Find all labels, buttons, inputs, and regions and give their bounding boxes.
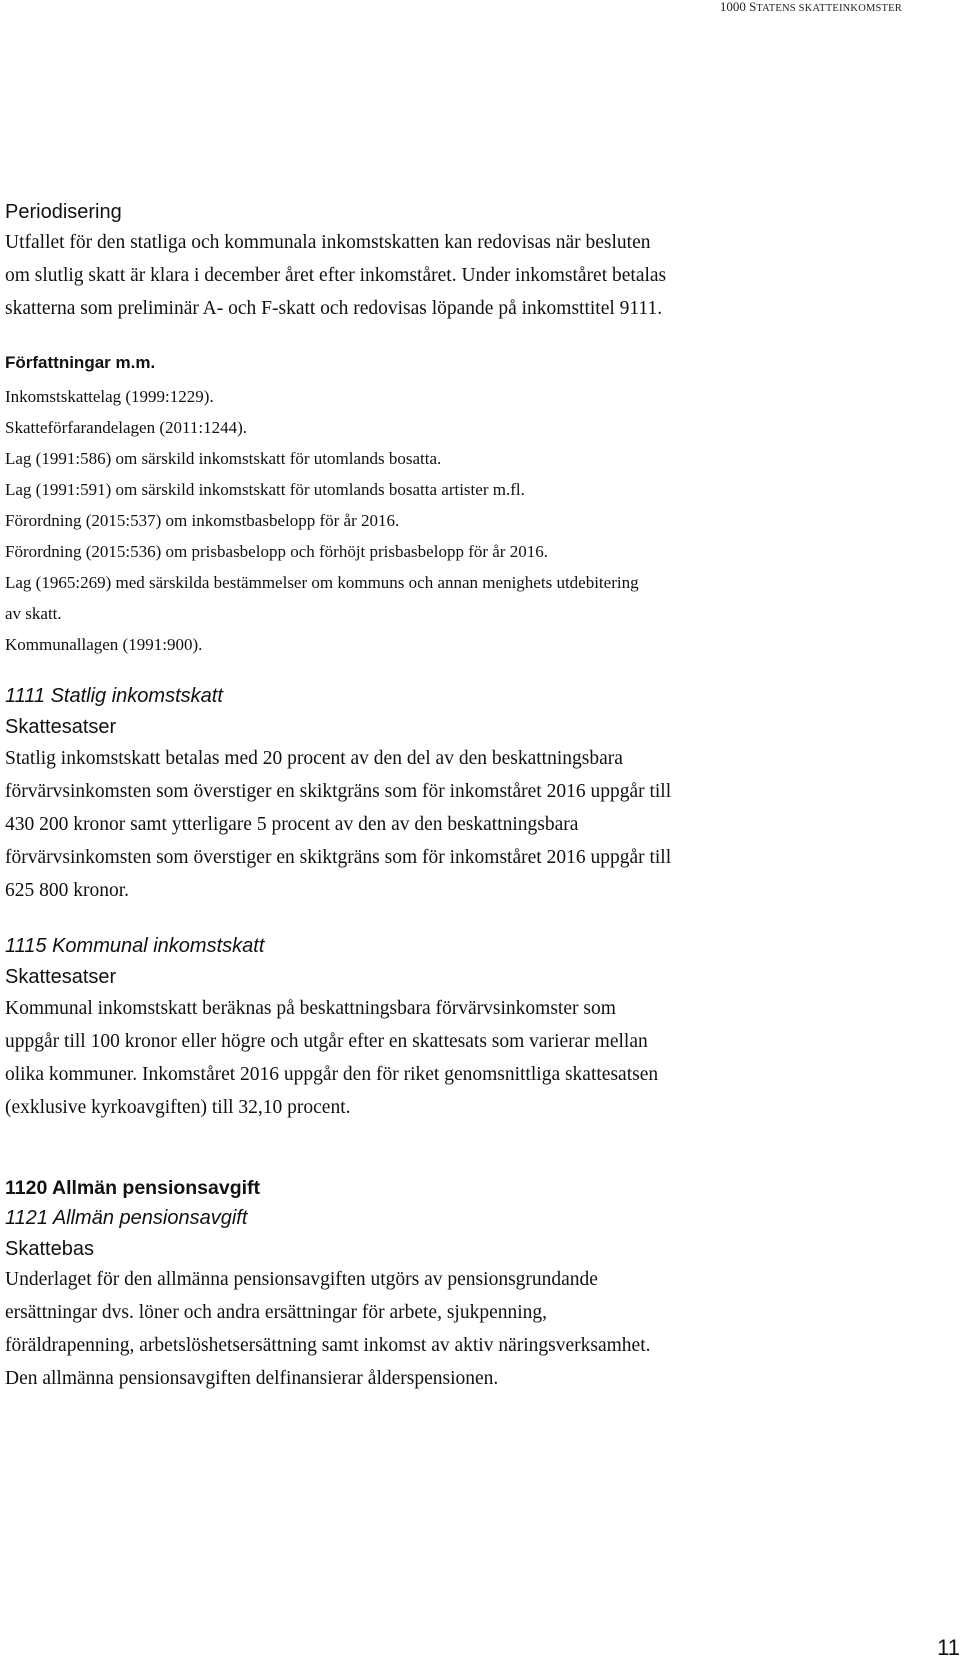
list-forfattningar	[5, 381, 945, 660]
paragraph-1121	[5, 1263, 945, 1395]
text-line: (exklusive kyrkoavgiften) till 32,10 procent.	[5, 1097, 351, 1118]
heading-1121: 1121 Allmän pensionsavgift	[5, 1207, 248, 1229]
text-line: förvärvsinkomsten som överstiger en skiktgräns som för inkomståret 2016 uppgår till	[5, 781, 672, 802]
text-line: Utfallet för den statliga och kommunala inkomstskatten kan redovisas när besluten	[5, 232, 651, 253]
heading-forfattningar: Författningar m.m.	[5, 353, 156, 372]
paragraph-periodisering	[5, 226, 945, 325]
text-line: Kommunal inkomstskatt beräknas på beskattningsbara förvärvsinkomster som	[5, 998, 616, 1019]
text-line: om slutlig skatt är klara i december året efter inkomståret. Under inkomståret betalas	[5, 265, 667, 286]
heading-1111: 1111 Statlig inkomstskatt	[5, 685, 223, 707]
subheading-skattesatser: Skattesatser	[5, 966, 117, 988]
text-line: förvärvsinkomsten som överstiger en skiktgräns som för inkomståret 2016 uppgår till	[5, 847, 672, 868]
text-line: olika kommuner. Inkomståret 2016 uppgår den för riket genomsnittliga skattesatsen	[5, 1064, 659, 1085]
section-1115	[5, 934, 945, 1124]
list-item: av skatt.	[5, 604, 62, 623]
section-1120	[5, 1176, 945, 1395]
text-line: Statlig inkomstskatt betalas med 20 procent av den del av den beskattningsbara	[5, 748, 623, 769]
section-1111	[5, 684, 945, 907]
heading-periodisering: Periodisering	[5, 201, 122, 223]
text-line: Underlaget för den allmänna pensionsavgiften utgörs av pensionsgrundande	[5, 1269, 598, 1290]
paragraph-1111	[5, 742, 945, 907]
list-item: Inkomstskattelag (1999:1229).	[5, 387, 214, 406]
list-item: Förordning (2015:537) om inkomstbasbelopp för år 2016.	[5, 511, 400, 530]
subheading-skattebas: Skattebas	[5, 1238, 94, 1260]
list-item: Kommunallagen (1991:900).	[5, 635, 203, 654]
text-line: föräldrapenning, arbetslöshetsersättning samt inkomst av aktiv näringsverksamhet.	[5, 1335, 651, 1356]
list-item: Lag (1991:586) om särskild inkomstskatt för utomlands bosatta.	[5, 449, 442, 468]
text-line: ersättningar dvs. löner och andra ersättningar för arbete, sjukpenning,	[5, 1302, 548, 1323]
running-header	[720, 0, 902, 16]
text-line: Den allmänna pensionsavgiften delfinansierar ålderspensionen.	[5, 1368, 499, 1389]
list-item: Lag (1991:591) om särskild inkomstskatt för utomlands bosatta artister m.fl.	[5, 480, 525, 499]
heading-1120: 1120 Allmän pensionsavgift	[5, 1177, 261, 1199]
section-forfattningar	[5, 352, 945, 660]
text-line: 430 200 kronor samt ytterligare 5 procent av den av den beskattningsbara	[5, 814, 579, 835]
paragraph-1115	[5, 992, 945, 1124]
subheading-skattesatser: Skattesatser	[5, 716, 117, 738]
text-line: uppgår till 100 kronor eller högre och utgår efter en skattesats som varierar mellan	[5, 1031, 648, 1052]
list-item: Skatteförfarandelagen (2011:1244).	[5, 418, 248, 437]
section-periodisering	[5, 200, 945, 325]
text-line: skatterna som preliminär A- och F-skatt och redovisas löpande på inkomsttitel 9111.	[5, 298, 663, 319]
list-item: Förordning (2015:536) om prisbasbelopp och förhöjt prisbasbelopp för år 2016.	[5, 542, 548, 561]
heading-1115: 1115 Kommunal inkomstskatt	[5, 935, 265, 957]
running-header-number: 1000 S	[719, 0, 757, 14]
page-content	[5, 200, 945, 1395]
list-item: Lag (1965:269) med särskilda bestämmelser om kommuns och annan menighets utdebitering	[5, 573, 639, 592]
running-header-title: TATENS SKATTEINKOMSTER	[756, 3, 902, 14]
text-line: 625 800 kronor.	[5, 880, 130, 901]
page-number: 11	[937, 1635, 960, 1660]
